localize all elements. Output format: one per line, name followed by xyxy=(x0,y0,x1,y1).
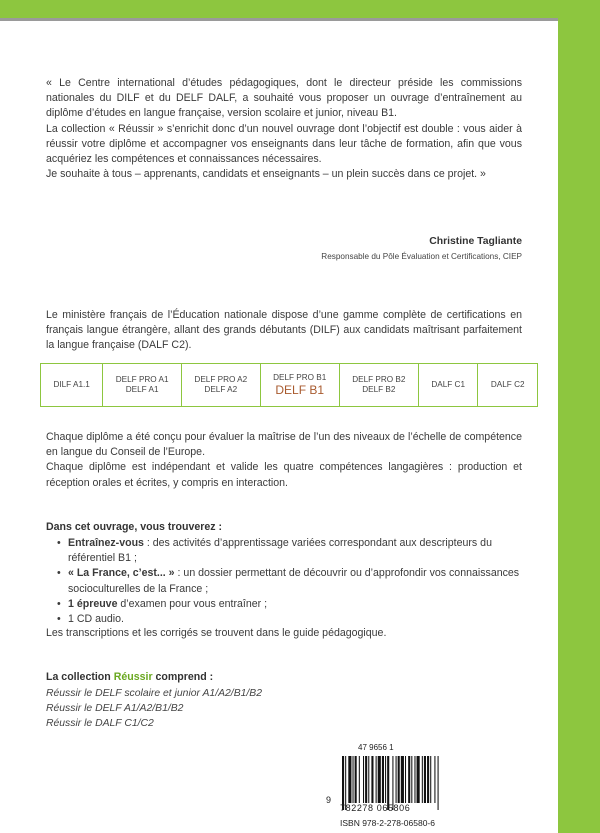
level-line2: DELF A1 xyxy=(125,385,159,394)
level-line1: DALF C1 xyxy=(431,379,465,389)
item-text: : un dossier permettant de découvrir ou d’approfondir vos connaissances socioculturelles de la France ; xyxy=(68,567,520,595)
list-item xyxy=(46,597,522,612)
collection-brand: Réussir xyxy=(113,671,153,683)
barcode-bar xyxy=(353,756,354,803)
barcode-bar xyxy=(430,756,431,803)
certification-levels-table xyxy=(40,363,538,407)
barcode-bar xyxy=(401,756,404,803)
barcode-bar xyxy=(438,756,439,810)
level-cell xyxy=(182,364,261,406)
level-line1: DELF PRO B2 xyxy=(352,374,406,384)
barcode-bar xyxy=(434,756,435,803)
barcode-bar xyxy=(348,756,351,803)
barcode-bar xyxy=(408,756,410,803)
intro-paragraph-1: « Le Centre international d’études pédagogiques, dont le directeur préside les commissions nationales du DILF et du DELF DALF, a souhaité vous proposer un ouvrage d’entraînement au diplôme d’études en langue française, version scolaire et junior, niveau B1. xyxy=(46,77,522,120)
collection-title: Réussir le DELF scolaire et junior A1/A2/B1/B2 xyxy=(46,688,262,699)
levels-description-1: Chaque diplôme a été conçu pour évaluer la maîtrise de l’un des niveaux de l’échelle de compétence en langue du Conseil de l’Europe. xyxy=(46,431,522,459)
level-cell xyxy=(103,364,182,406)
barcode-bars xyxy=(340,756,495,810)
barcode-bar xyxy=(414,756,415,803)
list-item xyxy=(46,566,522,596)
level-cell xyxy=(478,364,537,406)
barcode-bar xyxy=(392,756,393,810)
level-cell-highlighted xyxy=(261,364,340,406)
barcode-bar xyxy=(368,756,369,803)
barcode-bar xyxy=(355,756,357,803)
contents-heading: Dans cet ouvrage, vous trouverez : xyxy=(46,521,223,533)
intro-signature: Christine Tagliante xyxy=(429,236,522,247)
barcode-first-digit: 9 xyxy=(326,795,332,805)
ministry-paragraph: Le ministère français de l’Éducation nationale dispose d’une gamme complète de certifications en français langue étrangère, allant des grands débutants (DILF) aux candidats maîtrisant parfaitement la langue française (DALF C2). xyxy=(46,309,522,352)
barcode-bar xyxy=(376,756,377,803)
collection-heading-post: comprend : xyxy=(152,671,214,683)
barcode-bar xyxy=(382,756,384,803)
collection-title: Réussir le DALF C1/C2 xyxy=(46,718,154,729)
barcode-bar xyxy=(411,756,412,803)
level-cell xyxy=(419,364,479,406)
top-green-band xyxy=(0,0,600,18)
level-cell xyxy=(340,364,419,406)
barcode-bar xyxy=(365,756,367,803)
level-cell xyxy=(41,364,103,406)
barcode-bar xyxy=(424,756,426,803)
collection-heading xyxy=(46,671,522,683)
barcode-bar xyxy=(378,756,381,803)
level-line1: DELF PRO A2 xyxy=(194,374,248,384)
top-grey-rule xyxy=(0,18,558,21)
item-bold: « La France, c’est... » xyxy=(68,567,175,580)
list-item xyxy=(46,612,522,627)
barcode-bar xyxy=(405,756,406,803)
item-bold: Entraînez-vous xyxy=(68,537,144,549)
list-item xyxy=(46,536,522,566)
level-line2: DELF B2 xyxy=(362,385,396,394)
barcode-bar xyxy=(371,756,373,803)
level-line2: DELF A2 xyxy=(204,385,238,394)
item-text: : des activités d’apprentissage variées correspondant aux descripteurs du référentiel B1 ; xyxy=(68,537,492,565)
item-text: d’examen pour vous entraîner ; xyxy=(117,597,268,610)
level-line1: DELF PRO A1 xyxy=(115,374,169,384)
level-line1: DILF A1.1 xyxy=(53,379,90,389)
level-line1: DELF PRO B1 xyxy=(273,372,327,382)
collection-heading-pre: La collection xyxy=(46,671,114,683)
barcode-bar xyxy=(345,756,346,810)
levels-description-2: Chaque diplôme est indépendant et valide les quatre compétences langagières : production et réception orales et écrites, y compris en interaction. xyxy=(46,461,522,489)
barcode-bar xyxy=(359,756,360,803)
barcode-top-code: 47 9656 1 xyxy=(358,743,394,752)
intro-role: Responsable du Pôle Évaluation et Certifications, CIEP xyxy=(321,252,522,261)
barcode-bar xyxy=(427,756,429,803)
barcode-bar xyxy=(422,756,423,803)
barcode-isbn: ISBN 978-2-278-06580-6 xyxy=(340,818,435,828)
barcode-bar xyxy=(385,756,386,803)
level-line2-highlight: DELF B1 xyxy=(275,383,325,398)
barcode-bar xyxy=(342,756,344,810)
contents-list xyxy=(46,536,522,627)
collection-title: Réussir le DELF A1/A2/B1/B2 xyxy=(46,703,184,714)
intro-paragraph-2: La collection « Réussir » s’enrichit donc d’un nouvel ouvrage dont l’objectif est double : vous aider à réussir votre diplôme et accompagner vos enseignants dans leur tâche de formation, afin que vous acquériez les compétences et connaissances nécessaires. xyxy=(46,122,522,166)
barcode-bar xyxy=(396,756,397,803)
intro-paragraph-3: Je souhaite à tous – apprenants, candidats et enseignants – un plein succès dans ce projet. » xyxy=(46,168,486,181)
barcode-bar xyxy=(363,756,364,803)
level-line1: DALF C2 xyxy=(490,379,525,389)
barcode-bar xyxy=(398,756,400,803)
item-bold: 1 épreuve xyxy=(68,597,118,610)
item-text: 1 CD audio. xyxy=(68,613,124,626)
barcode-bar xyxy=(417,756,420,803)
right-green-band xyxy=(558,0,600,833)
intro-quote xyxy=(46,76,522,182)
barcode-bar xyxy=(387,756,389,810)
levels-description xyxy=(46,430,522,491)
transcripts-note: Les transcriptions et les corrigés se trouvent dans le guide pédagogique. xyxy=(46,627,387,639)
barcode-digits: 782278 065806 xyxy=(340,803,411,813)
